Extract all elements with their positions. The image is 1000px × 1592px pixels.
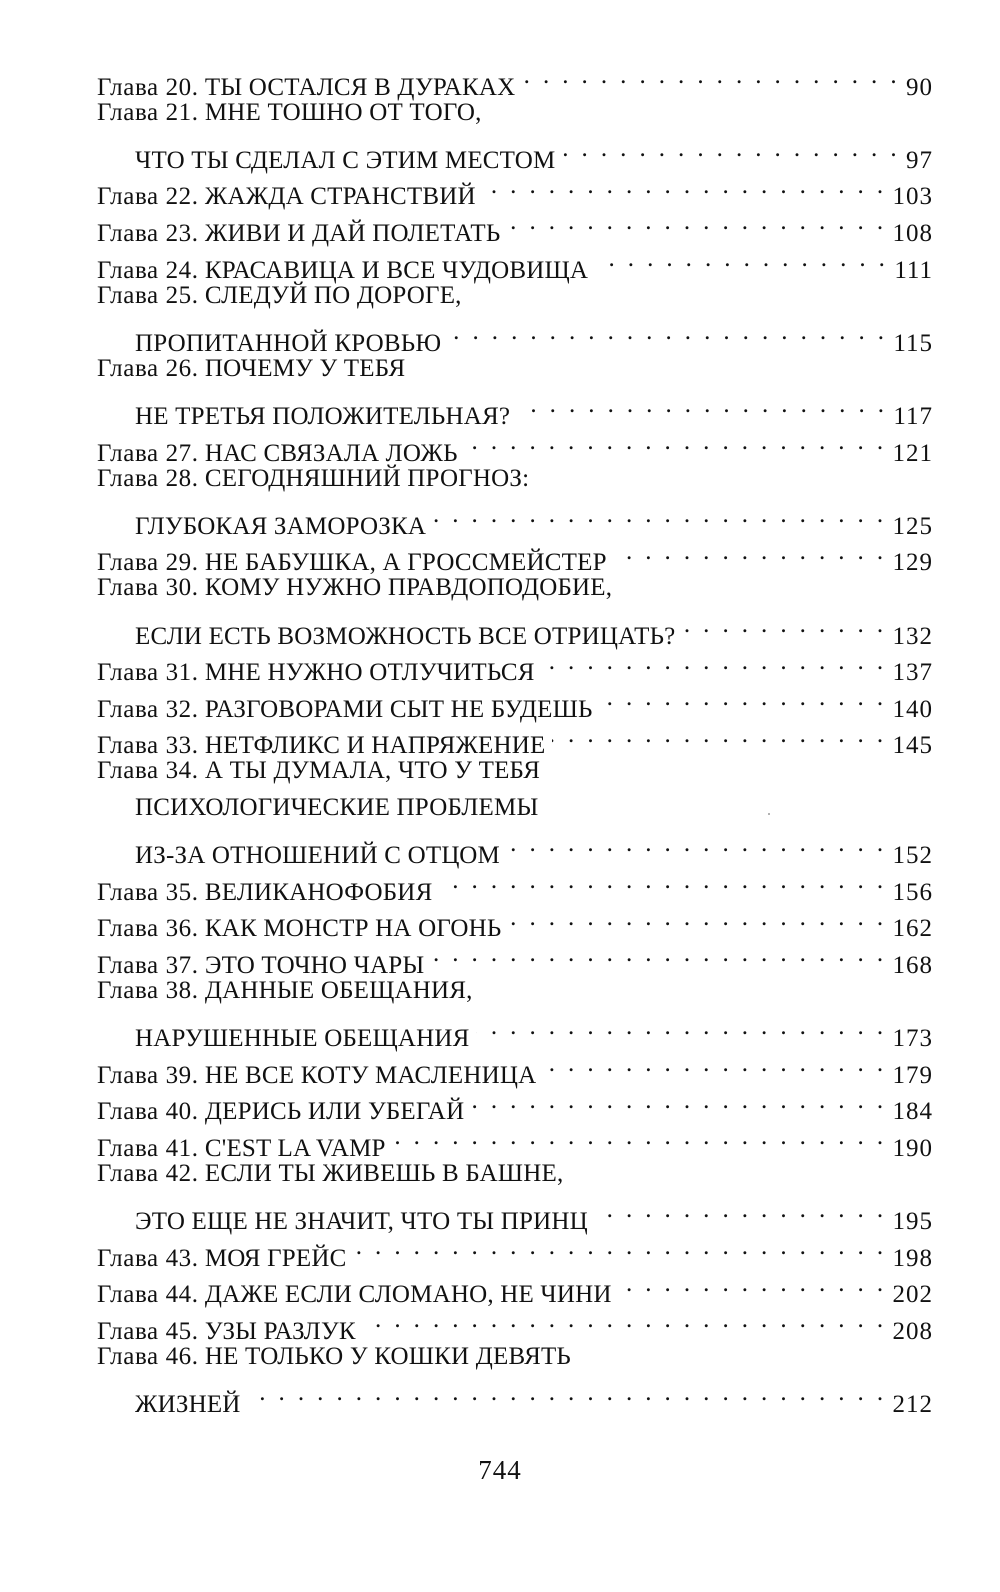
chapter-page-number: 162 — [892, 915, 933, 943]
chapter-label: Глава 32. — [97, 695, 199, 723]
chapter-label: Глава 33. — [97, 732, 199, 760]
chapter-label: Глава 31. — [97, 659, 199, 687]
chapter-title: ВЕЛИКАНОФОБИЯ — [204, 878, 433, 906]
toc-line — [97, 790, 933, 827]
toc-line — [97, 131, 933, 174]
chapter-label: Глава 30. — [97, 574, 199, 602]
leader-dots — [352, 1229, 886, 1266]
chapter-page-number: 129 — [892, 549, 933, 577]
leader-dots — [392, 1119, 887, 1156]
chapter-label: Глава 39. — [97, 1061, 199, 1089]
chapter-title: РАЗГОВОРАМИ СЫТ НЕ БУДЕШЬ — [204, 695, 593, 723]
table-of-contents — [97, 58, 933, 1418]
leader-dots — [464, 424, 887, 461]
toc-entry — [97, 570, 933, 650]
chapter-title: НАРУШЕННЫЕ ОБЕЩАНИЯ — [135, 1025, 470, 1053]
toc-entry — [97, 1156, 933, 1235]
toc-line — [97, 461, 933, 498]
chapter-label: Глава 21. — [97, 98, 199, 126]
chapter-page-number: 190 — [892, 1134, 933, 1162]
chapter-title: ТЫ ОСТАЛСЯ В ДУРАКАХ — [204, 73, 516, 101]
chapter-label: Глава 34. — [97, 757, 199, 785]
leader-dots — [541, 644, 887, 681]
leader-dots — [447, 314, 887, 351]
chapter-label: Глава 23. — [97, 219, 199, 247]
chapter-title: ДАННЫЕ ОБЕЩАНИЯ, — [204, 976, 473, 1004]
toc-line — [97, 351, 933, 388]
chapter-page-number: 198 — [892, 1244, 933, 1272]
chapter-label: Глава 35. — [97, 878, 199, 906]
chapter-page-number: 115 — [893, 329, 933, 357]
chapter-title: А ТЫ ДУМАЛА, ЧТО У ТЕБЯ — [204, 757, 541, 785]
chapter-page-number: 173 — [892, 1025, 933, 1053]
toc-line — [97, 387, 933, 430]
chapter-title: ЧТО ТЫ СДЕЛАЛ С ЭТИМ МЕСТОМ — [135, 146, 556, 174]
chapter-page-number: 152 — [892, 842, 933, 870]
toc-line — [97, 314, 933, 357]
toc-line — [97, 1156, 933, 1193]
chapter-label: Глава 42. — [97, 1159, 199, 1187]
leader-dots — [470, 1083, 886, 1120]
toc-line — [97, 570, 933, 607]
chapter-title: ЕСЛИ ЕСТЬ ВОЗМОЖНОСТЬ ВСЕ ОТРИЦАТЬ? — [135, 622, 676, 650]
leader-dots — [594, 241, 888, 278]
chapter-page-number: 90 — [906, 73, 933, 101]
chapter-title: СЛЕДУЙ ПО ДОРОГЕ, — [204, 281, 462, 309]
toc-entry — [97, 753, 933, 870]
toc-line — [97, 1192, 933, 1235]
toc-entry — [97, 351, 933, 430]
chapter-title: МОЯ ГРЕЙС — [204, 1244, 347, 1272]
toc-line — [97, 753, 933, 790]
chapter-page-number: 184 — [892, 1098, 933, 1126]
chapter-page-number: 132 — [892, 622, 933, 650]
toc-line — [97, 1009, 933, 1053]
toc-line — [97, 497, 933, 540]
chapter-label: Глава 24. — [97, 256, 199, 284]
chapter-title: ПРОПИТАННОЙ КРОВЬЮ — [135, 329, 442, 357]
leader-dots — [521, 58, 900, 95]
leader-dots — [681, 607, 886, 644]
chapter-page-number: 117 — [893, 402, 933, 430]
chapter-label: Глава 28. — [97, 464, 199, 492]
leader-dots — [507, 900, 886, 937]
chapter-label: Глава 43. — [97, 1244, 199, 1272]
chapter-title: НЕ ВСЕ КОТУ МАСЛЕНИЦА — [204, 1061, 537, 1089]
toc-line — [97, 1375, 933, 1418]
chapter-label: Глава 27. — [97, 439, 199, 467]
chapter-title: СЕГОДНЯШНИЙ ПРОГНОЗ: — [204, 464, 530, 492]
chapter-page-number: 156 — [892, 878, 933, 906]
leader-dots — [562, 131, 901, 168]
leader-dots — [438, 863, 886, 900]
chapter-title: ГЛУБОКАЯ ЗАМОРОЗКА — [135, 512, 427, 540]
chapter-title: НЕ БАБУШКА, А ГРОССМЕЙСТЕР — [204, 549, 607, 577]
chapter-title: ЕСЛИ ТЫ ЖИВЕШЬ В БАШНЕ, — [204, 1159, 564, 1187]
chapter-page-number: 202 — [892, 1281, 933, 1309]
page-number: 744 — [478, 1455, 522, 1485]
chapter-label: Глава 29. — [97, 549, 199, 577]
chapter-page-number: 97 — [906, 146, 933, 174]
chapter-page-number: 111 — [894, 256, 933, 284]
toc-entry — [97, 1339, 933, 1418]
chapter-label: Глава 45. — [97, 1317, 199, 1345]
leader-dots — [594, 1192, 887, 1229]
chapter-title: ЖАЖДА СТРАНСТВИЙ — [204, 183, 476, 211]
chapter-title: C'EST LA VAMP — [204, 1134, 386, 1162]
leader-dots — [618, 1266, 887, 1303]
chapter-label: Глава 36. — [97, 915, 199, 943]
chapter-title: ИЗ-ЗА ОТНОШЕНИЙ С ОТЦОМ — [135, 842, 500, 870]
chapter-title: КРАСАВИЦА И ВСЕ ЧУДОВИЩА — [204, 256, 589, 284]
chapter-title: НАС СВЯЗАЛА ЛОЖЬ — [204, 439, 458, 467]
chapter-title: ДАЖЕ ЕСЛИ СЛОМАНО, НЕ ЧИНИ — [204, 1281, 612, 1309]
chapter-title: УЗЫ РАЗЛУК — [204, 1317, 356, 1345]
leader-dots — [430, 936, 886, 973]
toc-entry — [97, 461, 933, 540]
toc-line — [97, 607, 933, 650]
toc-entry — [97, 58, 933, 101]
toc-entry — [97, 973, 933, 1053]
chapter-title: ПСИХОЛОГИЧЕСКИЕ ПРОБЛЕМЫ — [135, 793, 539, 821]
chapter-title: НЕ ТОЛЬКО У КОШКИ ДЕВЯТЬ — [204, 1342, 571, 1370]
chapter-label: Глава 22. — [97, 183, 199, 211]
leader-dots — [516, 387, 887, 424]
chapter-title: ЖИЗНЕЙ — [135, 1390, 241, 1418]
chapter-page-number: 168 — [892, 951, 933, 979]
chapter-label: Глава 46. — [97, 1342, 199, 1370]
chapter-label: Глава 37. — [97, 951, 199, 979]
leader-dots — [542, 1046, 886, 1083]
chapter-label: Глава 26. — [97, 354, 199, 382]
chapter-title: ДЕРИСЬ ИЛИ УБЕГАЙ — [204, 1098, 465, 1126]
chapter-page-number: 137 — [892, 659, 933, 687]
chapter-title: КАК МОНСТР НА ОГОНЬ — [204, 915, 502, 943]
toc-line — [97, 58, 933, 101]
toc-line — [97, 1339, 933, 1376]
chapter-title: МНЕ ТОШНО ОТ ТОГО, — [204, 98, 482, 126]
leader-dots — [482, 168, 887, 205]
chapter-page-number: 103 — [892, 183, 933, 211]
chapter-page-number: 179 — [892, 1061, 933, 1089]
leader-dots — [506, 826, 887, 863]
chapter-page-number: 121 — [892, 439, 933, 467]
chapter-title: КОМУ НУЖНО ПРАВДОПОДОБИЕ, — [204, 574, 613, 602]
chapter-page-number: 125 — [892, 512, 933, 540]
leader-dots — [599, 680, 887, 717]
chapter-label: Глава 38. — [97, 976, 199, 1004]
chapter-title: ЖИВИ И ДАЙ ПОЛЕТАТЬ — [204, 219, 501, 247]
leader-dots — [432, 497, 886, 534]
chapter-page-number: 208 — [892, 1317, 933, 1345]
chapter-page-number: 108 — [892, 219, 933, 247]
leader-dots — [613, 534, 887, 571]
chapter-label: Глава 20. — [97, 73, 199, 101]
toc-line — [97, 826, 933, 870]
chapter-page-number: 195 — [892, 1208, 933, 1235]
chapter-page-number: 140 — [892, 695, 933, 723]
chapter-title: МНЕ НУЖНО ОТЛУЧИТЬСЯ — [204, 659, 535, 687]
toc-line — [97, 973, 933, 1010]
chapter-page-number: 212 — [892, 1390, 933, 1418]
leader-dots — [506, 204, 886, 241]
chapter-label: Глава 25. — [97, 281, 199, 309]
chapter-title: ЭТО ТОЧНО ЧАРЫ — [204, 951, 425, 979]
leader-dots — [362, 1302, 887, 1339]
chapter-label: Глава 40. — [97, 1098, 199, 1126]
chapter-title: НЕ ТРЕТЬЯ ПОЛОЖИТЕЛЬНАЯ? — [135, 402, 511, 430]
print-speck — [768, 813, 770, 815]
chapter-title: ПОЧЕМУ У ТЕБЯ — [204, 354, 406, 382]
chapter-title: НЕТФЛИКС И НАПРЯЖЕНИЕ — [204, 732, 546, 760]
leader-dots — [247, 1375, 887, 1412]
chapter-label: Глава 44. — [97, 1281, 199, 1309]
chapter-page-number: 145 — [892, 732, 933, 760]
leader-dots — [476, 1009, 887, 1046]
chapter-title: ЭТО ЕЩЕ НЕ ЗНАЧИТ, ЧТО ТЫ ПРИНЦ — [135, 1208, 588, 1235]
chapter-label: Глава 41. — [97, 1134, 199, 1162]
leader-dots — [552, 717, 887, 754]
